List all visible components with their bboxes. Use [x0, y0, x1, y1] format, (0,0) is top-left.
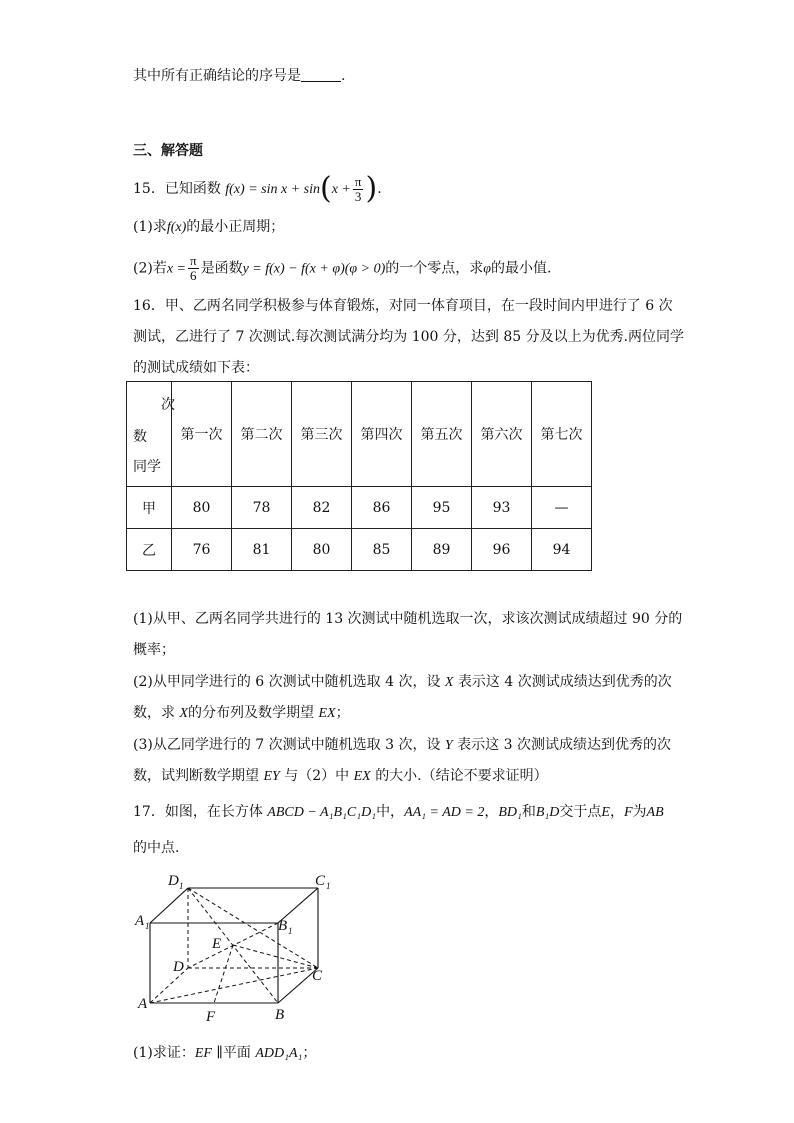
- table-cell: 95: [412, 487, 472, 529]
- q15-p2-x: x =: [166, 261, 187, 277]
- q15-p1-fx: f(x): [166, 220, 187, 235]
- q16-p3a-post: 表示这 3 次测试成绩达到优秀的次: [457, 737, 671, 753]
- answer-blank[interactable]: [301, 67, 341, 82]
- q17-E: E: [601, 805, 610, 820]
- q17-b1d: B₁D: [535, 805, 560, 820]
- fraction-numerator: π: [354, 173, 362, 189]
- label-A: A: [138, 996, 148, 1012]
- table-cell: 80: [172, 487, 232, 529]
- q15-p2-mid: 是函数: [200, 260, 243, 277]
- row-name-cell: 甲: [127, 487, 172, 529]
- q16-part2-b: [133, 703, 350, 724]
- q15-stem: [133, 171, 382, 206]
- q16-line3: 的测试成绩如下表：: [133, 360, 259, 376]
- label-C: C: [312, 968, 323, 984]
- table-header-cell: 第二次: [232, 382, 292, 487]
- q16-part3-b: [133, 766, 548, 787]
- table-cell: 94: [532, 529, 592, 571]
- label-B: B: [275, 1007, 285, 1023]
- q17-is: 为: [632, 804, 647, 820]
- q17-p1-mid: ∥平面: [211, 1045, 256, 1061]
- label-E: E: [212, 936, 222, 952]
- q16-p3a-pre: (3)从乙同学进行的 7 次测试中随机选取 3 次，设: [133, 737, 441, 753]
- q16-p3b-pre: 数，试判断数学期望: [133, 768, 259, 784]
- q15-p2-phi: φ: [483, 261, 492, 277]
- label-D1-sub: 1: [179, 881, 184, 891]
- table-cell: 96: [472, 529, 532, 571]
- q15-formula: f(x) = sin x + sin: [225, 182, 320, 197]
- edge-A1D1: [150, 888, 188, 923]
- var-EX: EX: [353, 769, 371, 784]
- table-cell: 80: [292, 529, 352, 571]
- table-corner-cell: [127, 382, 175, 487]
- q17-mid2: ，: [484, 804, 499, 820]
- table-cell: 76: [172, 529, 232, 571]
- q16-p2a-post: 表示这 4 次测试成绩达到优秀的次: [457, 674, 672, 690]
- q15-part2: [133, 254, 551, 284]
- var-Y: Y: [444, 738, 453, 753]
- fraction-denominator: 3: [354, 188, 362, 204]
- seg-EC: [233, 945, 318, 968]
- q15-p2-formula: y = f(x) − f(x + φ)(φ > 0): [242, 261, 386, 277]
- q17-pre: 17．如图，在长方体: [133, 804, 263, 820]
- corner-label-top: 次: [161, 397, 175, 413]
- q16-p2a-pre: (2)从甲同学进行的 6 次测试中随机选取 4 次，设: [133, 674, 441, 690]
- var-EY: EY: [263, 769, 280, 784]
- label-C1: C: [315, 873, 326, 889]
- q17-p1-EF: EF: [194, 1046, 212, 1061]
- section-title: 三、解答题: [133, 143, 203, 159]
- q17-part1: [133, 1043, 316, 1064]
- q16-p3b-mid: 与（2）中: [284, 768, 350, 784]
- table-header-row: [127, 382, 592, 487]
- label-A1-sub: 1: [145, 921, 150, 931]
- fraction-numerator: π: [190, 253, 197, 268]
- var-X: X: [444, 675, 454, 690]
- q17-p1-post: ；: [302, 1045, 317, 1061]
- q16-part2-a: [133, 672, 672, 693]
- fraction-denominator: 6: [190, 268, 197, 283]
- table-cell: 78: [232, 487, 292, 529]
- q15-p1-pre: (1)求: [133, 219, 167, 235]
- q16-part1-b: 概率；: [133, 642, 175, 658]
- q16-line1: 16．甲、乙两名同学积极参与体育锻炼，对同一体育项目，在一段时间内甲进行了 6 次: [133, 298, 673, 314]
- table-cell: 89: [412, 529, 472, 571]
- diag-D1C: [188, 888, 318, 968]
- fraction-pi-6: [188, 254, 199, 283]
- q16-p2b-pre: 数，求: [133, 705, 175, 721]
- q16-line2: 测试，乙进行了 7 次测试.每次测试满分均为 100 分，达到 85 分及以上为优秀.两位同学: [133, 329, 685, 345]
- table-header-cell: 第四次: [352, 382, 412, 487]
- table-cell: —: [532, 487, 592, 529]
- corner-label-mid: 数: [133, 429, 147, 445]
- q17-bd1: BD₁: [498, 805, 522, 820]
- q16-p3b-post: 的大小.（结论不要求证明）: [375, 768, 548, 784]
- table-header-cell: 第五次: [412, 382, 472, 487]
- label-B1: B: [278, 918, 288, 934]
- q16-part1-a: (1)从甲、乙两名同学共进行的 13 次测试中随机选取一次，求该次测试成绩超过 90 分的: [133, 611, 683, 627]
- q17-and: 和: [521, 804, 536, 820]
- q17-comma: ，: [609, 804, 624, 820]
- q17-F: F: [623, 805, 633, 820]
- q17-mid3: 交于点: [559, 804, 602, 820]
- table-header-cell: 第七次: [532, 382, 592, 487]
- q15-p1-post: 的最小正周期；: [186, 219, 285, 235]
- fill-blank-tail: .: [341, 68, 346, 84]
- label-A1: A: [135, 913, 145, 929]
- q17-p1-plane: ADD₁A₁: [255, 1046, 303, 1061]
- fill-blank-prompt: 其中所有正确结论的序号是: [133, 68, 301, 84]
- seg-EF: [214, 945, 233, 1003]
- q15-formula-inner: x +: [331, 182, 351, 197]
- label-C1-sub: 1: [326, 881, 331, 891]
- table-cell: 85: [352, 529, 412, 571]
- label-D: D: [173, 959, 184, 975]
- q16-p2b-mid: 的分布列及数学期望: [188, 705, 315, 721]
- corner-label-bottom: 同学: [133, 459, 161, 475]
- paren-right: ): [365, 171, 378, 206]
- label-F: F: [206, 1009, 216, 1025]
- row-name-cell: 乙: [127, 529, 172, 571]
- q17-line1: [133, 802, 664, 823]
- q15-p2-mid2: 的一个零点，求: [385, 260, 484, 277]
- paren-left: (: [320, 171, 332, 206]
- q17-mid: 中，: [376, 804, 405, 820]
- q17-AB: AB: [646, 805, 664, 820]
- table-cell: 93: [472, 487, 532, 529]
- table-header-cell: 第一次: [172, 382, 232, 487]
- table-header-cell: 第三次: [292, 382, 352, 487]
- var-X: X: [179, 706, 189, 721]
- fraction-pi-3: [353, 175, 364, 204]
- q15-p2-post: 的最小值.: [491, 260, 552, 277]
- cuboid-figure: [128, 868, 348, 1028]
- q15-end: .: [377, 181, 382, 197]
- q17-p1-pre: (1)求证：: [133, 1045, 195, 1061]
- table-row: [127, 487, 592, 529]
- q16-p2b-post: ；: [335, 705, 350, 721]
- q15-number: 15．已知函数: [133, 181, 221, 197]
- q17-box: ABCD − A₁B₁C₁D₁: [267, 805, 377, 820]
- q17-line2: 的中点.: [133, 840, 180, 856]
- fill-blank-line: [133, 66, 345, 86]
- label-B1-sub: 1: [288, 926, 293, 936]
- q16-part3-a: [133, 735, 671, 756]
- table-cell: 82: [292, 487, 352, 529]
- q15-part1: [133, 217, 284, 238]
- table-cell: 86: [352, 487, 412, 529]
- table-cell: 81: [232, 529, 292, 571]
- label-D1: D: [168, 873, 179, 889]
- q15-p2-pre: (2)若: [133, 260, 167, 277]
- q17-eq: AA₁ = AD = 2: [404, 805, 485, 820]
- table-row: [127, 529, 592, 571]
- var-EX: EX: [318, 706, 336, 721]
- score-table: [126, 381, 592, 571]
- table-header-cell: 第六次: [472, 382, 532, 487]
